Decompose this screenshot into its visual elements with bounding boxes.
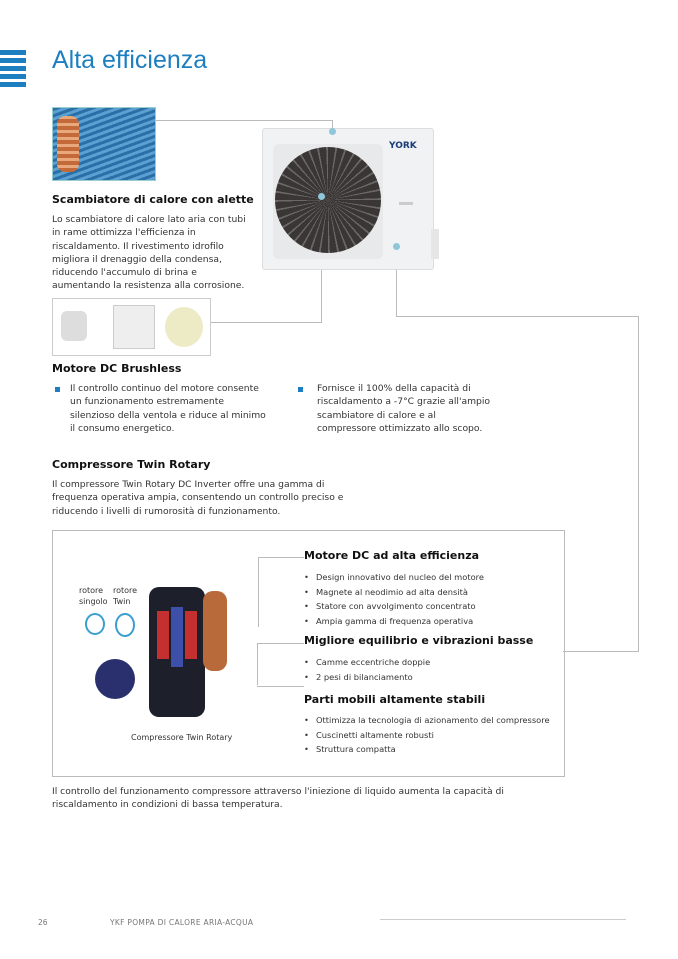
page-title: Alta efficienza (52, 46, 208, 74)
feature-list-2 (304, 655, 430, 684)
feature-item: • Ottimizza la tecnologia di azionamento del compressore (304, 713, 550, 728)
compressor-feature-box (52, 530, 565, 777)
motor-bullet-2: Fornisce il 100% della capacità di riscaldamento a -7°C grazie all'ampio scambiatore di calore e al compressore ottimizzato allo scopo. (317, 383, 491, 434)
feature-item: • Struttura compatta (304, 742, 550, 757)
closing-text: Il controllo del funzionamento compressore attraverso l'iniezione di liquido aumenta la capacità di riscaldamento in condizioni di bassa temperatura. (52, 786, 504, 811)
rotor-detail-image (95, 659, 135, 699)
feature-heading-1: Motore DC ad alta efficienza (304, 549, 480, 562)
page-number: 26 (38, 918, 48, 927)
feature-item: • Ampia gamma di frequenza operativa (304, 614, 484, 629)
compressor-text: Il compressore Twin Rotary DC Inverter offre una gamma di frequenza operativa ampia, consentendo un controllo preciso e riducendo i livelli di rumorosità di funzionamento. (52, 479, 344, 517)
fan-icon (275, 147, 381, 253)
brand-logo: YORK (389, 141, 417, 151)
footer-title: YKF POMPA DI CALORE ARIA-ACQUA (110, 918, 254, 927)
motor-heading: Motore DC Brushless (52, 362, 182, 375)
feature-item: • Camme eccentriche doppie (304, 655, 430, 670)
compressor-heading: Compressore Twin Rotary (52, 458, 211, 471)
motor-bullet-1: Il controllo continuo del motore consente un funzionamento estremamente silenzioso della ventola e riduce al minimo il consumo energetico. (70, 383, 266, 434)
footer-rule (380, 919, 626, 920)
feature-heading-2: Migliore equilibrio e vibrazioni basse (304, 634, 534, 647)
compressor-caption: Compressore Twin Rotary (131, 733, 233, 742)
heat-exchanger-text: Lo scambiatore di calore lato aria con tubi in rame ottimizza l'efficienza in riscaldamento. Il rivestimento idrofilo migliora il drenaggio della condensa, riducendo l'accumulo di brina e aumentando la resistenza alla corrosione. (52, 214, 246, 292)
feature-item: • Design innovativo del nucleo del motore (304, 570, 484, 585)
heat-exchanger-heading: Scambiatore di calore con alette (52, 193, 254, 206)
feature-list-1 (304, 570, 484, 628)
outdoor-unit-image (262, 128, 434, 270)
feature-list-3 (304, 713, 550, 757)
motor-parts-image (52, 298, 211, 356)
heat-exchanger-image (52, 107, 156, 181)
feature-item: • Magnete al neodimio ad alta densità (304, 585, 484, 600)
compressor-image (149, 587, 205, 717)
label-single-rotor: rotore singolo (79, 586, 108, 606)
feature-item: • Statore con avvolgimento concentrato (304, 599, 484, 614)
label-twin-rotor: rotore Twin (113, 586, 138, 606)
feature-item: • Cuscinetti altamente robusti (304, 728, 550, 743)
feature-heading-3: Parti mobili altamente stabili (304, 693, 486, 706)
feature-item: • 2 pesi di bilanciamento (304, 670, 430, 685)
